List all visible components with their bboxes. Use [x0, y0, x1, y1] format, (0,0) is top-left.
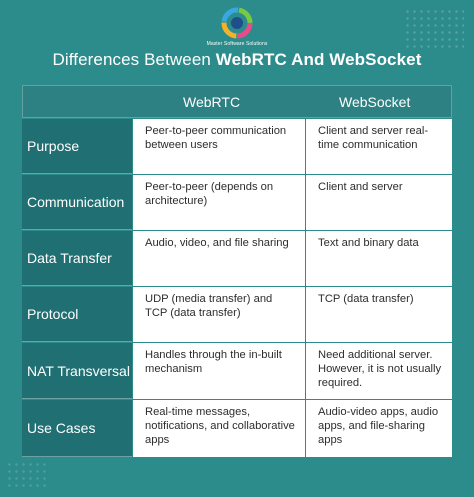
webrtc-cell: Peer-to-peer communication between users — [133, 119, 305, 174]
webrtc-cell: Audio, video, and file sharing — [133, 231, 305, 286]
decorative-dots — [6, 461, 46, 491]
table-row — [22, 175, 452, 230]
table-row — [22, 119, 452, 174]
logo-text: Master Software Solutions — [206, 41, 268, 47]
table-header — [22, 85, 452, 118]
websocket-cell: Client and server real-time communication — [306, 119, 452, 174]
table-row — [22, 231, 452, 286]
row-label: Protocol — [22, 287, 132, 342]
websocket-cell: Text and binary data — [306, 231, 452, 286]
table-row — [22, 400, 452, 457]
table-row — [22, 343, 452, 399]
table-row — [22, 287, 452, 342]
logo-icon — [219, 6, 255, 40]
page-title — [0, 50, 474, 70]
row-label: Purpose — [22, 119, 132, 174]
row-label: NAT Transversal — [22, 343, 132, 399]
webrtc-cell: Peer-to-peer (depends on architecture) — [133, 175, 305, 230]
webrtc-cell: Real-time messages, notifications, and collaborative apps — [133, 400, 305, 457]
websocket-cell: Client and server — [306, 175, 452, 230]
row-label: Use Cases — [22, 400, 132, 457]
webrtc-cell: UDP (media transfer) and TCP (data transfer) — [133, 287, 305, 342]
websocket-cell: TCP (data transfer) — [306, 287, 452, 342]
title-bold: WebRTC And WebSocket — [215, 50, 422, 69]
comparison-table — [22, 85, 452, 457]
title-normal: Differences Between — [52, 50, 216, 69]
row-label: Data Transfer — [22, 231, 132, 286]
brand-logo — [0, 6, 474, 47]
webrtc-cell: Handles through the in-built mechanism — [133, 343, 305, 399]
column-header-websocket: WebSocket — [339, 94, 411, 110]
row-label: Communication — [22, 175, 132, 230]
websocket-cell: Audio-video apps, audio apps, and file-sharing apps — [306, 400, 452, 457]
websocket-cell: Need additional server. However, it is not usually required. — [306, 343, 452, 399]
column-header-webrtc: WebRTC — [183, 94, 241, 110]
